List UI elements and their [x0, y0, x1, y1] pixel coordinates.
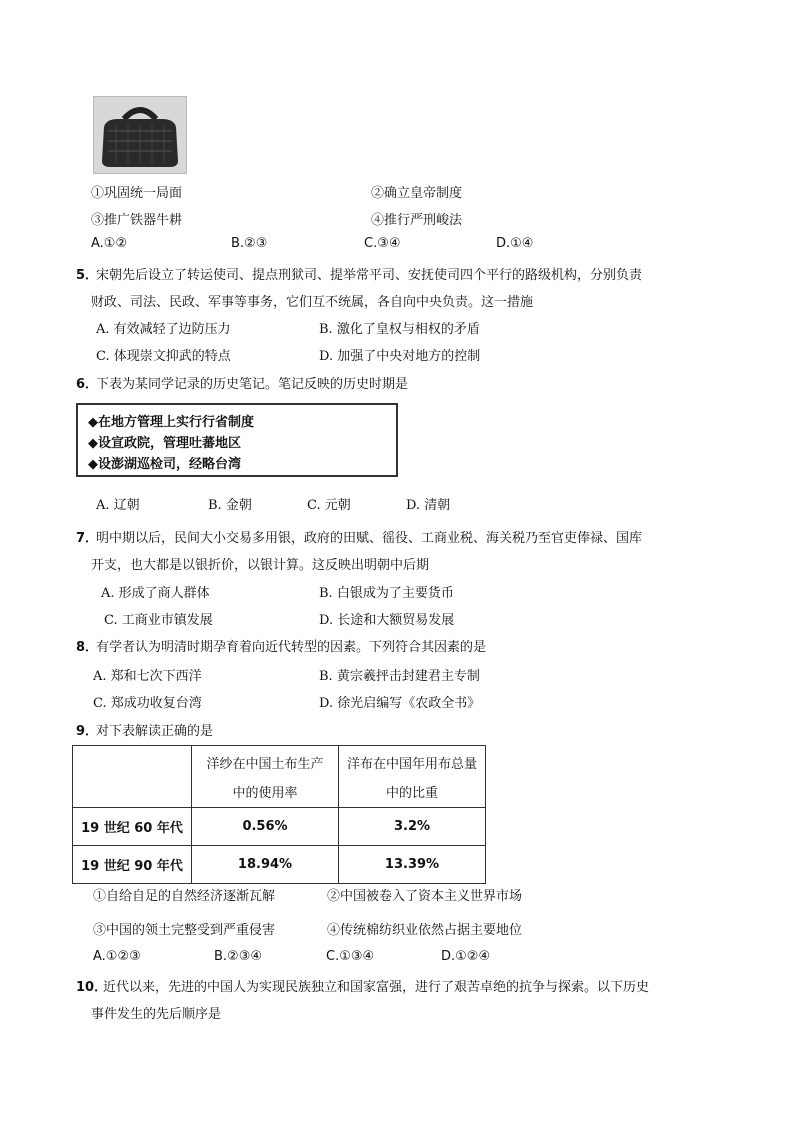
q10-stem-line2: 事件发生的先后顺序是	[91, 1007, 222, 1022]
q7-stem-line1: 明中期以后，民间大小交易多用银，政府的田赋、徭役、工商业税、海关税乃至官吏俸禄、国库	[96, 531, 643, 546]
q9-option-4: ④传统棉纺织业依然占据主要地位	[327, 923, 523, 938]
note-item: ◆设宣政院，管理吐蕃地区	[88, 436, 241, 451]
q5-choice-a[interactable]: A. 有效减轻了边防压力	[96, 322, 231, 337]
q5-choice-b[interactable]: B. 激化了皇权与相权的矛盾	[319, 322, 480, 337]
q6-stem: 下表为某同学记录的历史笔记。笔记反映的历史时期是	[96, 377, 409, 392]
table-cell: 19 世纪 90 年代	[73, 846, 192, 884]
q9-option-3: ③中国的领土完整受到严重侵害	[93, 923, 276, 938]
q7-choice-d[interactable]: D. 长途和大额贸易发展	[319, 613, 455, 628]
table-cell: 3.2%	[339, 808, 486, 846]
q6-number: 6．	[76, 377, 99, 392]
table-corner-cell	[73, 746, 192, 808]
q5-stem-line1: 宋朝先后设立了转运使司、提点刑狱司、提举常平司、安抚使司四个平行的路级机构，分别负责	[96, 268, 643, 283]
q9-choice-b[interactable]: B.②③④	[214, 949, 263, 964]
table-cell: 0.56%	[192, 808, 339, 846]
q4-choice-c[interactable]: C.③④	[364, 236, 401, 251]
q5-number: 5．	[76, 268, 99, 283]
q6-choice-d[interactable]: D. 清朝	[406, 498, 451, 513]
q6-choice-b[interactable]: B. 金朝	[208, 498, 252, 513]
header-line: 洋布在中国年用布总量	[346, 756, 477, 772]
q8-choice-a[interactable]: A. 郑和七次下西洋	[93, 669, 202, 684]
q9-option-1: ①自给自足的自然经济逐渐瓦解	[93, 889, 276, 904]
q9-stem: 对下表解读正确的是	[96, 724, 214, 739]
q4-option-2: ②确立皇帝制度	[371, 186, 463, 201]
header-line: 洋纱在中国土布生产	[206, 756, 324, 772]
q4-option-3: ③推广铁器牛耕	[91, 213, 183, 228]
table-header-cell	[339, 746, 486, 808]
q8-choice-c[interactable]: C. 郑成功收复台湾	[93, 696, 202, 711]
q10-number: 10．	[76, 980, 108, 995]
q9-choice-a[interactable]: A.①②③	[93, 949, 141, 964]
q10-stem-line1: 近代以来，先进的中国人为实现民族独立和国家富强，进行了艰苦卓绝的抗争与探索。以下历史	[103, 980, 650, 995]
q8-stem: 有学者认为明清时期孕育着向近代转型的因素。下列符合其因素的是	[96, 640, 487, 655]
q5-choice-d[interactable]: D. 加强了中央对地方的控制	[319, 349, 481, 364]
q6-choice-c[interactable]: C. 元朝	[307, 498, 351, 513]
table-row	[73, 846, 486, 884]
history-notes-box	[76, 403, 398, 477]
q8-choice-b[interactable]: B. 黄宗羲抨击封建君主专制	[319, 669, 480, 684]
q7-stem-line2: 开支，也大都是以银折价，以银计算。这反映出明朝中后期	[91, 558, 430, 573]
table-cell: 18.94%	[192, 846, 339, 884]
q5-choice-c[interactable]: C. 体现崇文抑武的特点	[96, 349, 231, 364]
bronze-artifact-image	[93, 96, 187, 174]
q9-option-2: ②中国被卷入了资本主义世界市场	[327, 889, 523, 904]
table-cell: 13.39%	[339, 846, 486, 884]
q6-choice-a[interactable]: A. 辽朝	[96, 498, 140, 513]
q9-number: 9．	[76, 724, 99, 739]
header-line: 中的使用率	[232, 785, 298, 801]
cotton-data-table	[72, 745, 486, 884]
q4-option-4: ④推行严刑峻法	[371, 213, 463, 228]
q8-choice-d[interactable]: D. 徐光启编写《农政全书》	[319, 696, 481, 711]
q7-choice-c[interactable]: C. 工商业市镇发展	[104, 613, 213, 628]
q4-choice-d[interactable]: D.①④	[496, 236, 534, 251]
table-header-row	[73, 746, 486, 808]
q9-choice-d[interactable]: D.①②④	[441, 949, 491, 964]
table-header-cell	[192, 746, 339, 808]
q5-stem-line2: 财政、司法、民政、军事等事务，它们互不统属，各自向中央负责。这一措施	[91, 295, 534, 310]
table-cell: 19 世纪 60 年代	[73, 808, 192, 846]
q4-option-1: ①巩固统一局面	[91, 186, 183, 201]
q7-choice-a[interactable]: A. 形成了商人群体	[101, 586, 210, 601]
q8-number: 8．	[76, 640, 99, 655]
q7-choice-b[interactable]: B. 白银成为了主要货币	[319, 586, 454, 601]
q9-choice-c[interactable]: C.①③④	[326, 949, 375, 964]
note-item: ◆在地方管理上实行行省制度	[88, 415, 254, 430]
header-line: 中的比重	[385, 785, 438, 801]
artifact-picture	[94, 97, 186, 173]
q4-choice-a[interactable]: A.①②	[91, 236, 128, 251]
q7-number: 7．	[76, 531, 99, 546]
note-item: ◆设澎湖巡检司，经略台湾	[88, 457, 241, 472]
table-row	[73, 808, 486, 846]
q4-choice-b[interactable]: B.②③	[231, 236, 268, 251]
